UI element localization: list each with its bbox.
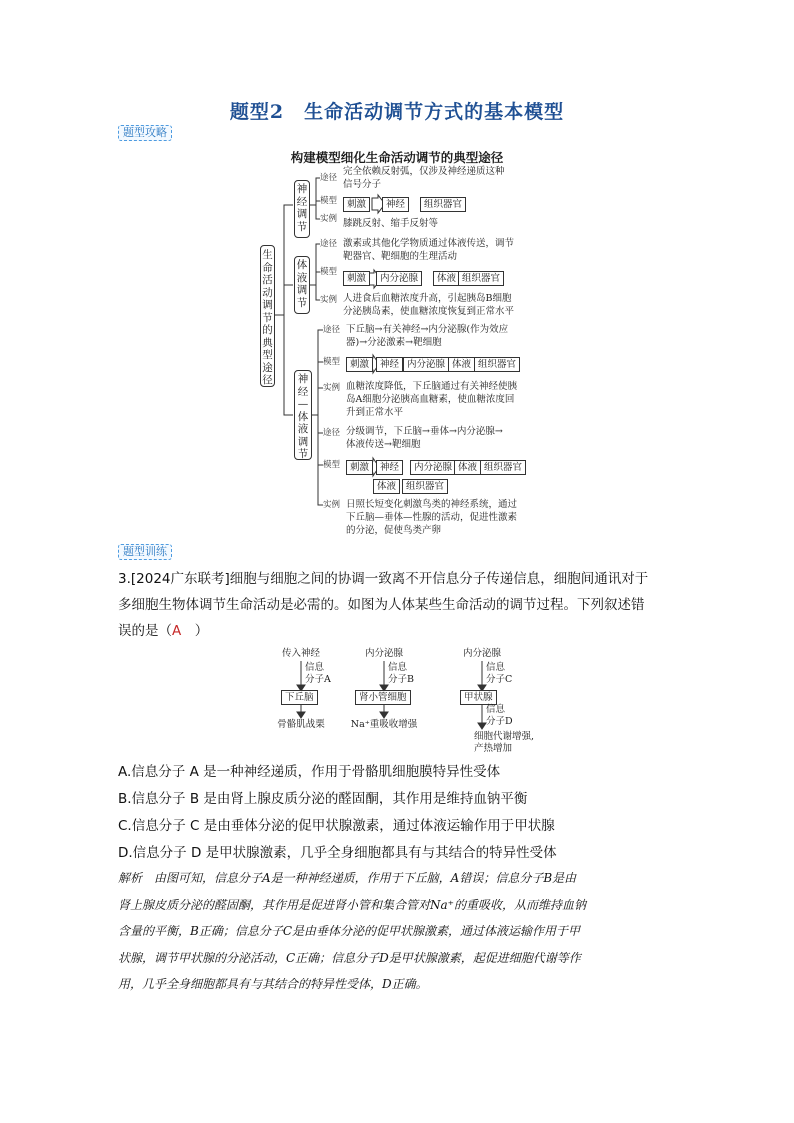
nh-model1-organ: 组织器官 xyxy=(474,357,520,372)
humoral-path-label: 途径 xyxy=(320,239,338,249)
humoral-model-fluid: 体液 xyxy=(433,271,460,286)
fig-col3-signal-2: 分子C xyxy=(486,674,513,685)
question-line-1: 3.[2024广东联考]细胞与细胞之间的协调一致离不开信息分子传递信息，细胞间通讯对于 xyxy=(118,571,649,587)
option-d: D.信息分子 D 是甲状腺激素，几乎全身细胞都具有与其结合的特异性受体 xyxy=(118,845,557,861)
fig-col3-signal2-1: 信息 xyxy=(486,704,506,715)
page-title: 题型2 生命活动调节方式的基本模型 xyxy=(229,101,565,123)
nh-model1-label: 模型 xyxy=(323,357,341,367)
neural-path-text-1: 完全依赖反射弧，仅涉及神经递质这种 xyxy=(343,166,505,177)
option-c: C.信息分子 C 是由垂体分泌的促甲状腺激素，通过体液运输作用于甲状腺 xyxy=(118,818,555,834)
fig-col3-effect-2: 产热增加 xyxy=(474,743,513,754)
fig-col2-signal-1: 信息 xyxy=(388,662,408,673)
humoral-path-text-2: 靶器官、靶细胞的生理活动 xyxy=(343,251,458,262)
nh-path1-text-1: 下丘脑→有关神经→内分泌腺(作为效应 xyxy=(346,324,509,335)
fig-col3-target: 甲状腺 xyxy=(460,690,497,705)
nh-model2-nerve: 神经 xyxy=(376,460,403,475)
training-tag: 题型训练 xyxy=(118,544,172,560)
fig-col1-source: 传入神经 xyxy=(281,648,320,659)
fig-col2-signal-2: 分子B xyxy=(388,674,414,685)
humoral-path-text-1: 激素或其他化学物质通过体液传送，调节 xyxy=(343,238,515,249)
neural-box: 神经调节 xyxy=(294,180,310,238)
nh-model2-organ-2: 组织器官 xyxy=(402,479,448,494)
neural-model-stimulus: 刺激 xyxy=(343,197,370,212)
nh-example1-text-2: 岛A细胞分泌胰高血糖素，使血糖浓度回 xyxy=(346,394,515,405)
neurohumoral-box: 神经—体液调节 xyxy=(294,370,312,460)
humoral-example-label: 实例 xyxy=(320,295,338,305)
analysis-line-3: 含量的平衡，B正确；信息分子C是由垂体分泌的促甲状腺激素，通过体液运输作用于甲 xyxy=(118,924,581,938)
question-line-3 xyxy=(118,618,208,644)
analysis-line-1: 解析 由图可知，信息分子A是一种神经递质，作用于下丘脑，A错误；信息分子B是由 xyxy=(118,871,577,885)
nh-example2-text-2: 下丘脑—垂体—性腺的活动，促进性激素 xyxy=(346,512,518,523)
nh-example2-label: 实例 xyxy=(323,500,341,510)
nh-model2-stimulus: 刺激 xyxy=(346,460,373,475)
neural-model-organ: 组织器官 xyxy=(420,197,466,212)
neural-path-label: 途径 xyxy=(320,173,338,183)
neural-path-text-2: 信号分子 xyxy=(343,179,382,190)
nh-path2-text-2: 体液传送→靶细胞 xyxy=(346,439,421,450)
fig-col1-effect: 骨骼肌战栗 xyxy=(277,719,325,730)
humoral-model-label: 模型 xyxy=(320,267,338,277)
nh-example2-text-3: 的分泌，促使鸟类产卵 xyxy=(346,525,442,536)
humoral-model-organ: 组织器官 xyxy=(458,271,504,286)
nh-model2-label: 模型 xyxy=(323,460,341,470)
nh-example2-text-1: 日照长短变化刺激鸟类的神经系统，通过 xyxy=(346,499,518,510)
humoral-box: 体液调节 xyxy=(294,256,310,314)
nh-model2-organ: 组织器官 xyxy=(480,460,526,475)
nh-model2-gland: 内分泌腺 xyxy=(410,460,456,475)
fig-col3-signal-1: 信息 xyxy=(486,662,506,673)
fig-col3-effect-1: 细胞代谢增强, xyxy=(474,731,535,742)
root-box: 生命活动调节的典型途径 xyxy=(260,245,275,387)
question-answer: A xyxy=(172,623,182,639)
neural-model-label: 模型 xyxy=(320,196,338,206)
humoral-example-text-2: 分泌胰岛素，使血糖浓度恢复到正常水平 xyxy=(343,306,515,317)
nh-model1-fluid: 体液 xyxy=(448,357,475,372)
question-prefix: 误的是（ xyxy=(118,623,172,639)
nh-model1-nerve: 神经 xyxy=(376,357,403,372)
neural-example-text: 膝跳反射、缩手反射等 xyxy=(343,218,439,229)
analysis-line-5: 用，几乎全身细胞都具有与其结合的特异性受体，D正确。 xyxy=(118,977,428,991)
fig-col2-source: 内分泌腺 xyxy=(364,648,403,659)
analysis-line-4: 状腺，调节甲状腺的分泌活动，C正确；信息分子D是甲状腺激素，起促进细胞代谢等作 xyxy=(118,951,581,965)
fig-col1-target: 下丘脑 xyxy=(281,690,318,705)
nh-model2-fluid-2: 体液 xyxy=(373,479,400,494)
humoral-example-text-1: 人进食后血糖浓度升高，引起胰岛B细胞 xyxy=(343,293,512,304)
question-line-2: 多细胞生物体调节生命活动是必需的。如图为人体某些生命活动的调节过程。下列叙述错 xyxy=(118,597,645,613)
neural-example-label: 实例 xyxy=(320,214,338,224)
humoral-model-stimulus: 刺激 xyxy=(343,271,370,286)
analysis-line-2: 肾上腺皮质分泌的醛固酮，其作用是促进肾小管和集合管对Na⁺的重吸收，从而维持血钠 xyxy=(118,898,586,912)
nh-model1-stimulus: 刺激 xyxy=(346,357,373,372)
nh-model1-gland: 内分泌腺 xyxy=(403,357,449,372)
nh-model2-fluid: 体液 xyxy=(454,460,481,475)
fig-col2-target: 肾小管细胞 xyxy=(355,690,411,705)
fig-col3-source: 内分泌腺 xyxy=(462,648,501,659)
question-suffix: ） xyxy=(181,623,209,639)
nh-path1-text-2: 器)→分泌激素→靶细胞 xyxy=(346,337,442,348)
fig-col3-signal2-2: 分子D xyxy=(486,716,513,727)
nh-path1-label: 途径 xyxy=(323,325,341,335)
fig-col1-signal-2: 分子A xyxy=(305,674,331,685)
humoral-model-gland: 内分泌腺 xyxy=(376,271,422,286)
option-b: B.信息分子 B 是由肾上腺皮质分泌的醛固酮，其作用是维持血钠平衡 xyxy=(118,791,528,807)
option-a: A.信息分子 A 是一种神经递质，作用于骨骼肌细胞膜特异性受体 xyxy=(118,764,501,780)
nh-path2-text-1: 分级调节，下丘脑→垂体→内分泌腺→ xyxy=(346,426,503,437)
fig-col2-effect: Na⁺重吸收增强 xyxy=(350,719,418,730)
nh-example1-text-1: 血糖浓度降低，下丘脑通过有关神经使胰 xyxy=(346,381,518,392)
nh-example1-label: 实例 xyxy=(323,383,341,393)
fig-col1-signal-1: 信息 xyxy=(305,662,325,673)
nh-path2-label: 途径 xyxy=(323,428,341,438)
diagram-title: 构建模型细化生命活动调节的典型途径 xyxy=(290,150,504,165)
neural-model-nerve: 神经 xyxy=(382,197,409,212)
strategy-tag: 题型攻略 xyxy=(118,125,172,141)
nh-example1-text-3: 升到正常水平 xyxy=(346,407,404,418)
